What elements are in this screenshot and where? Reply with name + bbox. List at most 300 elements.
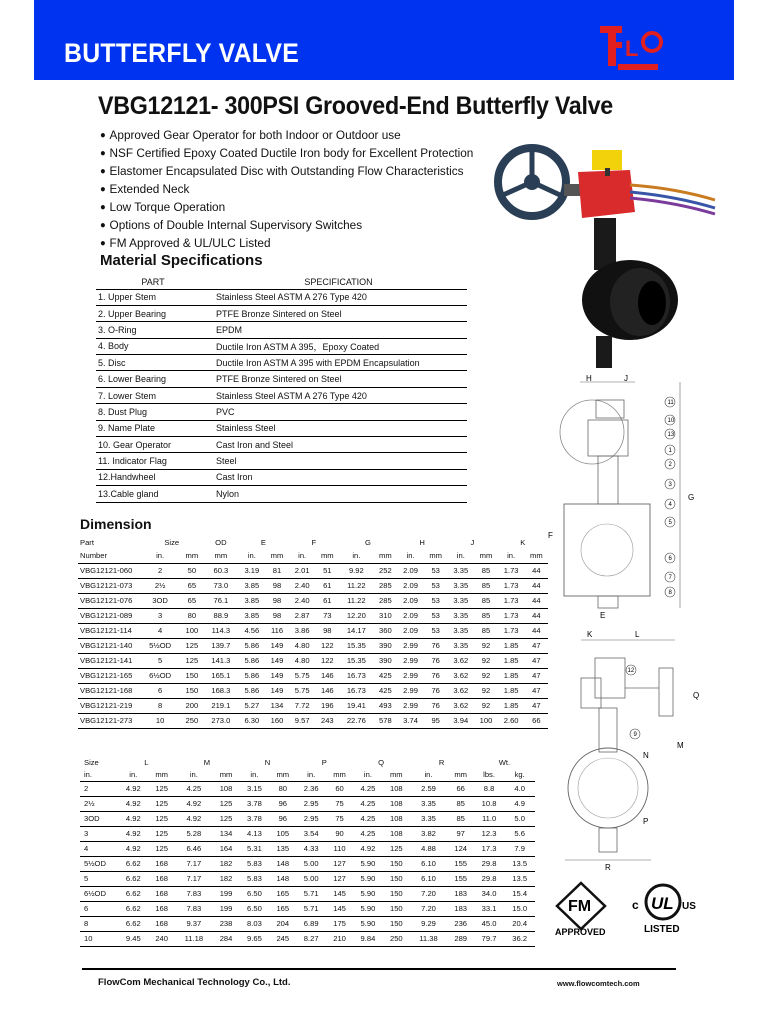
table-cell: 3.35 [447, 608, 474, 623]
table-cell: 11.0 [474, 811, 505, 826]
table-cell: 4 [140, 623, 180, 638]
table-cell: 7.83 [175, 886, 213, 901]
part-cell: 8. Dust Plug [96, 404, 210, 420]
table-cell: 2 [80, 781, 118, 796]
table-cell: 4.92 [118, 796, 149, 811]
table-cell: 5.86 [238, 683, 265, 698]
table-cell: 85 [474, 593, 497, 608]
table-cell: 4.25 [353, 781, 384, 796]
table-cell: 146 [316, 683, 339, 698]
table-cell: 252 [374, 563, 397, 578]
table-cell: 5.00 [296, 871, 327, 886]
header-cell: mm [203, 549, 238, 563]
table-cell: 47 [525, 668, 548, 683]
table-cell: 204 [270, 916, 296, 931]
table-row [78, 668, 548, 683]
callout-label: 11 [667, 400, 674, 406]
table-cell: 5.90 [353, 871, 384, 886]
table-cell: 6.50 [239, 886, 270, 901]
part-cell: 13.Cable gland [96, 486, 210, 502]
table-cell: 7.17 [175, 871, 213, 886]
table-cell: 5.71 [296, 886, 327, 901]
table-cell: 16.73 [339, 668, 374, 683]
table-cell: 155 [448, 871, 474, 886]
table-cell: 141.3 [203, 653, 238, 668]
table-row [80, 916, 535, 931]
table-cell: 240 [149, 931, 175, 946]
table-cell: 44 [525, 578, 548, 593]
table-cell: 3.86 [289, 623, 316, 638]
table-cell: VBG12121-141 [78, 653, 140, 668]
table-cell: 108 [383, 781, 409, 796]
table-cell: 160 [265, 713, 288, 728]
table-cell: 13.5 [504, 871, 535, 886]
table-cell: 122 [316, 638, 339, 653]
table-cell: 150 [383, 886, 409, 901]
table-cell: 76 [424, 668, 447, 683]
table-cell: 3.85 [238, 608, 265, 623]
table-cell: 108 [213, 781, 239, 796]
table-cell: 2.95 [296, 796, 327, 811]
table-cell: 8.27 [296, 931, 327, 946]
table-cell: 183 [448, 901, 474, 916]
table-cell: 390 [374, 653, 397, 668]
table-cell: 6.89 [296, 916, 327, 931]
ul-c: c [632, 898, 639, 912]
dimension-heading: Dimension [80, 516, 152, 532]
part-cell: 5. Disc [96, 355, 210, 371]
table-cell: 3.62 [447, 683, 474, 698]
logo-text: L [625, 36, 639, 61]
header-cell: in. [353, 768, 384, 781]
table-cell: 2.09 [397, 608, 424, 623]
callout-label: 9 [633, 732, 637, 738]
table-cell: 98 [265, 593, 288, 608]
table-cell: 4.25 [353, 796, 384, 811]
table-cell: 73 [316, 608, 339, 623]
banner-title: BUTTERFLY VALVE [64, 38, 300, 68]
table-cell: 3.35 [409, 811, 447, 826]
header-cell: mm [270, 768, 296, 781]
spec-cell: Nylon [210, 486, 467, 502]
header-cell: mm [316, 549, 339, 563]
table-cell: 125 [213, 796, 239, 811]
table-cell: 11.38 [409, 931, 447, 946]
col-spec-header: SPECIFICATION [210, 275, 467, 289]
table-cell: VBG12121-140 [78, 638, 140, 653]
table-cell: 250 [180, 713, 203, 728]
table-row [78, 563, 548, 578]
header-cell: mm [374, 549, 397, 563]
spec-cell: Stainless Steel ASTM A 276 Type 420 [210, 289, 467, 305]
part-cell: 4. Body [96, 338, 210, 354]
table-cell: 4.80 [289, 638, 316, 653]
table-cell: 150 [180, 668, 203, 683]
feature-item: ● Options of Double Internal Supervisory Switches [100, 217, 473, 235]
table-cell: 9.29 [409, 916, 447, 931]
table-cell: 168 [149, 856, 175, 871]
ul-us: US [682, 901, 696, 912]
header-cell: P [321, 757, 327, 767]
table-cell: 114.3 [203, 623, 238, 638]
table-cell: 168 [149, 886, 175, 901]
table-cell: 4.92 [118, 811, 149, 826]
table-cell: 6½OD [80, 886, 118, 901]
table-cell: 149 [265, 668, 288, 683]
dim-label: E [600, 611, 606, 620]
table-cell: 5.0 [504, 811, 535, 826]
header-cell: in. [175, 768, 213, 781]
table-cell: 47 [525, 683, 548, 698]
table-cell: 4.25 [353, 826, 384, 841]
table-cell: 148 [270, 856, 296, 871]
table-cell: 2.87 [289, 608, 316, 623]
table-cell: 47 [525, 638, 548, 653]
dim-label: J [624, 374, 628, 383]
table-cell: 2.09 [397, 623, 424, 638]
callout-label: 4 [668, 502, 672, 508]
table-row [96, 305, 467, 321]
dim-label: R [605, 863, 611, 872]
table-cell: 168.3 [203, 683, 238, 698]
table-cell: 3.62 [447, 668, 474, 683]
table-cell: 53 [424, 578, 447, 593]
dim-label: K [587, 630, 593, 639]
table-cell: 11.22 [339, 593, 374, 608]
table-cell: 2.99 [397, 683, 424, 698]
table-cell: 9.45 [118, 931, 149, 946]
table-cell: 3.62 [447, 698, 474, 713]
part-cell: 7. Lower Stem [96, 387, 210, 403]
table-cell: 6.50 [239, 901, 270, 916]
table-cell: 4.0 [504, 781, 535, 796]
table-cell: 146 [316, 668, 339, 683]
table-cell: 149 [265, 683, 288, 698]
table-cell: 33.1 [474, 901, 505, 916]
table-cell: 12.20 [339, 608, 374, 623]
table-cell: 165.1 [203, 668, 238, 683]
callout-label: 5 [668, 520, 672, 526]
table-cell: 66 [448, 781, 474, 796]
table-cell: 125 [149, 796, 175, 811]
table-cell: 4 [80, 841, 118, 856]
table-cell: 53 [424, 623, 447, 638]
fm-approved-logo [553, 880, 609, 936]
col-part-header: PART [96, 275, 210, 289]
table-cell: 44 [525, 593, 548, 608]
header-cell: kg. [504, 768, 535, 781]
callout-label: 7 [668, 575, 672, 581]
table-cell: 85 [474, 578, 497, 593]
table-cell: 1.85 [498, 638, 525, 653]
table-cell: 81 [265, 563, 288, 578]
header-cell: H [419, 538, 425, 547]
callout-label: 10 [667, 418, 675, 424]
feature-item: ● FM Approved & UL/ULC Listed [100, 235, 473, 253]
table-cell: 196 [316, 698, 339, 713]
table-cell: 11.18 [175, 931, 213, 946]
header-cell: mm [213, 768, 239, 781]
table-cell: 139.7 [203, 638, 238, 653]
table-cell: 149 [265, 653, 288, 668]
table-cell: 4.88 [409, 841, 447, 856]
table-cell: 51 [316, 563, 339, 578]
table-cell: 236 [448, 916, 474, 931]
spec-cell: EPDM [210, 322, 467, 338]
table-cell: 10 [80, 931, 118, 946]
callout-label: 8 [668, 590, 672, 596]
callout-label: 3 [668, 482, 672, 488]
table-cell: 5.75 [289, 683, 316, 698]
table-cell: 44 [525, 608, 548, 623]
table-cell: VBG12121-073 [78, 578, 140, 593]
table-row [78, 683, 548, 698]
table-cell: 98 [265, 608, 288, 623]
table-row [78, 713, 548, 728]
table-cell: 4.92 [353, 841, 384, 856]
table-cell: 3.78 [239, 796, 270, 811]
table-cell: 19.41 [339, 698, 374, 713]
dim-label: F [548, 531, 553, 540]
header-cell: in. [339, 549, 374, 563]
table-cell: 2.09 [397, 593, 424, 608]
table-cell: 8 [140, 698, 180, 713]
table-cell: 97 [448, 826, 474, 841]
dim-label: M [677, 741, 684, 750]
table-cell: 3 [140, 608, 180, 623]
dim-label: H [586, 374, 592, 383]
table-cell: 182 [213, 871, 239, 886]
header-cell: Size [164, 538, 180, 547]
table-cell: 135 [270, 841, 296, 856]
table-cell: 80 [270, 781, 296, 796]
table-cell: 76 [424, 683, 447, 698]
table-cell: 1.85 [498, 668, 525, 683]
table-cell: 10 [140, 713, 180, 728]
table-cell: 3.15 [239, 781, 270, 796]
table-cell: 15.35 [339, 638, 374, 653]
spec-cell: PTFE Bronze Sintered on Steel [210, 305, 467, 321]
table-cell: 5.90 [353, 916, 384, 931]
table-cell: 250 [383, 931, 409, 946]
table-cell: 3.78 [239, 811, 270, 826]
table-cell: 122 [316, 653, 339, 668]
table-cell: 149 [265, 638, 288, 653]
header-cell: in. [296, 768, 327, 781]
table-cell: 4.92 [118, 781, 149, 796]
table-cell: 165 [270, 886, 296, 901]
table-cell: 168 [149, 871, 175, 886]
header-cell: in. [118, 768, 149, 781]
table-cell: 6.62 [118, 886, 149, 901]
table-cell: 199 [213, 886, 239, 901]
table-cell: 168 [149, 916, 175, 931]
callout-label: 12 [627, 668, 635, 674]
table-cell: 88.9 [203, 608, 238, 623]
table-cell: 92 [474, 698, 497, 713]
table-cell: 7.20 [409, 886, 447, 901]
header-cell: mm [326, 768, 352, 781]
spec-cell: PTFE Bronze Sintered on Steel [210, 371, 467, 387]
fm-mark: FM [568, 898, 592, 915]
header-cell: F [311, 538, 317, 547]
table-cell: VBG12121-168 [78, 683, 140, 698]
header-cell: in. [447, 549, 474, 563]
table-row [80, 886, 535, 901]
callout-label: 2 [668, 462, 672, 468]
table-cell: 76 [424, 653, 447, 668]
table-cell: 493 [374, 698, 397, 713]
table-cell: 360 [374, 623, 397, 638]
table-row [78, 638, 548, 653]
spec-cell: Cast Iron and Steel [210, 437, 467, 453]
table-cell: 100 [474, 713, 497, 728]
table-cell: 17.3 [474, 841, 505, 856]
table-cell: 4.9 [504, 796, 535, 811]
table-cell: 5.90 [353, 856, 384, 871]
header-cell: OD [215, 538, 227, 547]
spec-cell: Stainless Steel ASTM A 276 Type 420 [210, 387, 467, 403]
table-cell: 5½OD [80, 856, 118, 871]
table-cell: 15.0 [504, 901, 535, 916]
table-cell: 11.22 [339, 578, 374, 593]
table-cell: 125 [180, 638, 203, 653]
table-cell: 200 [180, 698, 203, 713]
table-cell: 15.35 [339, 653, 374, 668]
table-cell: 5.86 [238, 638, 265, 653]
table-cell: VBG12121-076 [78, 593, 140, 608]
table-cell: 47 [525, 698, 548, 713]
table-cell: 8 [80, 916, 118, 931]
valve-drawing-front [555, 628, 735, 878]
table-cell: VBG12121-089 [78, 608, 140, 623]
table-cell: 245 [270, 931, 296, 946]
table-cell: 164 [213, 841, 239, 856]
table-cell: 150 [383, 916, 409, 931]
spec-cell: Steel [210, 453, 467, 469]
table-cell: 13.5 [504, 856, 535, 871]
table-cell: 150 [383, 856, 409, 871]
table-cell: 20.4 [504, 916, 535, 931]
table-cell: 29.8 [474, 871, 505, 886]
table-cell: 14.17 [339, 623, 374, 638]
table-cell: 125 [149, 781, 175, 796]
table-cell: 66 [525, 713, 548, 728]
table-cell: 285 [374, 578, 397, 593]
table-cell: 61 [316, 593, 339, 608]
table-cell: 125 [149, 826, 175, 841]
table-cell: 75 [326, 796, 352, 811]
table-cell: 3OD [140, 593, 180, 608]
table-cell: 98 [316, 623, 339, 638]
table-cell: 6 [140, 683, 180, 698]
table-cell: 2.09 [397, 563, 424, 578]
table-cell: 310 [374, 608, 397, 623]
header-cell: Number [78, 549, 140, 563]
dimension-table-1 [78, 536, 548, 729]
table-cell: 9.92 [339, 563, 374, 578]
table-cell: 6.46 [175, 841, 213, 856]
table-cell: 6.10 [409, 871, 447, 886]
table-cell: 4.33 [296, 841, 327, 856]
table-cell: 2.99 [397, 698, 424, 713]
dim-label: Q [693, 691, 700, 700]
table-cell: 5.31 [239, 841, 270, 856]
table-row [78, 608, 548, 623]
table-cell: 125 [149, 841, 175, 856]
dim-label: L [635, 630, 640, 639]
table-row [78, 593, 548, 608]
table-cell: 3.19 [238, 563, 265, 578]
table-cell: 155 [448, 856, 474, 871]
table-cell: 1.73 [498, 623, 525, 638]
footer-website[interactable]: www.flowcomtech.com [557, 979, 640, 988]
table-cell: 2.99 [397, 638, 424, 653]
table-cell: 5.86 [238, 653, 265, 668]
table-cell: 9.65 [239, 931, 270, 946]
table-cell: 3.85 [238, 578, 265, 593]
header-cell: mm [448, 768, 474, 781]
table-cell: 273.0 [203, 713, 238, 728]
table-cell: 243 [316, 713, 339, 728]
spec-cell: Ductile Iron ASTM A 395 with EPDM Encapsulation [210, 355, 467, 371]
table-cell: 134 [265, 698, 288, 713]
header-cell: lbs. [474, 768, 505, 781]
table-cell: 1.85 [498, 653, 525, 668]
table-row [96, 322, 467, 338]
table-cell: 2.99 [397, 653, 424, 668]
header-cell: mm [525, 549, 548, 563]
table-cell: 2.59 [409, 781, 447, 796]
table-cell: 34.0 [474, 886, 505, 901]
table-cell: 3.74 [397, 713, 424, 728]
table-cell: 2½ [140, 578, 180, 593]
table-cell: 3.35 [447, 623, 474, 638]
table-cell: 29.8 [474, 856, 505, 871]
table-cell: 2.40 [289, 593, 316, 608]
table-cell: 6.62 [118, 856, 149, 871]
header-cell: G [364, 538, 371, 547]
table-cell: 5.28 [175, 826, 213, 841]
table-cell: 4.25 [175, 781, 213, 796]
table-cell: 2 [140, 563, 180, 578]
table-cell: VBG12121-060 [78, 563, 140, 578]
header-cell: Wt. [498, 757, 511, 767]
dim-label: G [688, 493, 695, 502]
header-cell: mm [383, 768, 409, 781]
table-cell: 150 [383, 871, 409, 886]
feature-list [100, 127, 493, 253]
table-cell: 92 [474, 638, 497, 653]
table-row [96, 437, 467, 453]
table-row [96, 486, 467, 502]
table-cell: 9.37 [175, 916, 213, 931]
table-cell: 390 [374, 638, 397, 653]
table-cell: 3.94 [447, 713, 474, 728]
table-row [80, 796, 535, 811]
table-cell: 7.9 [504, 841, 535, 856]
table-cell: 145 [326, 901, 352, 916]
table-cell: 7.17 [175, 856, 213, 871]
table-cell: 116 [265, 623, 288, 638]
table-cell: 7.72 [289, 698, 316, 713]
table-cell: 108 [383, 826, 409, 841]
header-cell: mm [180, 549, 203, 563]
table-cell: 150 [180, 683, 203, 698]
header-cell: in. [80, 768, 118, 781]
header-cell: in. [239, 768, 270, 781]
table-cell: 1.85 [498, 698, 525, 713]
